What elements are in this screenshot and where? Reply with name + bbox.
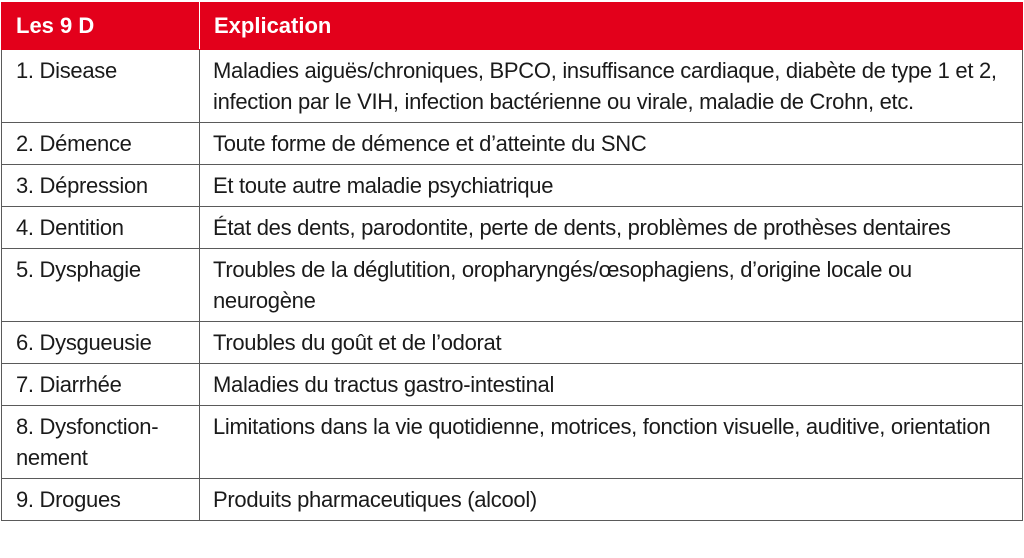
row-d-label: 7. Diarrhée [2,364,200,406]
table-header-row [2,3,1023,50]
header-les-9-d: Les 9 D [2,3,200,50]
row-explication: Toute forme de démence et d’atteinte du SNC [200,123,1023,165]
table-row [2,322,1023,364]
row-explication: Maladies du tractus gastro-intestinal [200,364,1023,406]
row-explication: Limitations dans la vie quotidienne, motrices, fonction visuelle, auditive, orientation [200,406,1023,479]
table-row [2,406,1023,479]
row-explication: Troubles du goût et de l’odorat [200,322,1023,364]
table-row [2,479,1023,521]
row-d-label: 9. Drogues [2,479,200,521]
row-explication: État des dents, parodontite, perte de dents, problèmes de prothèses dentaires [200,207,1023,249]
row-explication: Produits pharmaceutiques (alcool) [200,479,1023,521]
row-explication: Maladies aiguës/chroniques, BPCO, insuffisance cardiaque, diabète de type 1 et 2, infection par le VIH, infection bactérienne ou virale, maladie de Crohn, etc. [200,50,1023,123]
header-explication: Explication [200,3,1023,50]
table-row [2,50,1023,123]
row-d-label: 1. Disease [2,50,200,123]
table-row [2,207,1023,249]
row-explication: Et toute autre maladie psychiatrique [200,165,1023,207]
row-explication: Troubles de la déglutition, oropharyngés/œsophagiens, d’origine locale ou neurogène [200,249,1023,322]
row-d-label: 4. Dentition [2,207,200,249]
nine-d-table [1,2,1023,521]
row-d-label: 3. Dépression [2,165,200,207]
row-d-label: 2. Démence [2,123,200,165]
row-d-label: 8. Dysfonction-nement [2,406,200,479]
row-d-label: 5. Dysphagie [2,249,200,322]
table-row [2,364,1023,406]
table-row [2,165,1023,207]
row-d-label: 6. Dysgueusie [2,322,200,364]
table-row [2,249,1023,322]
table-row [2,123,1023,165]
